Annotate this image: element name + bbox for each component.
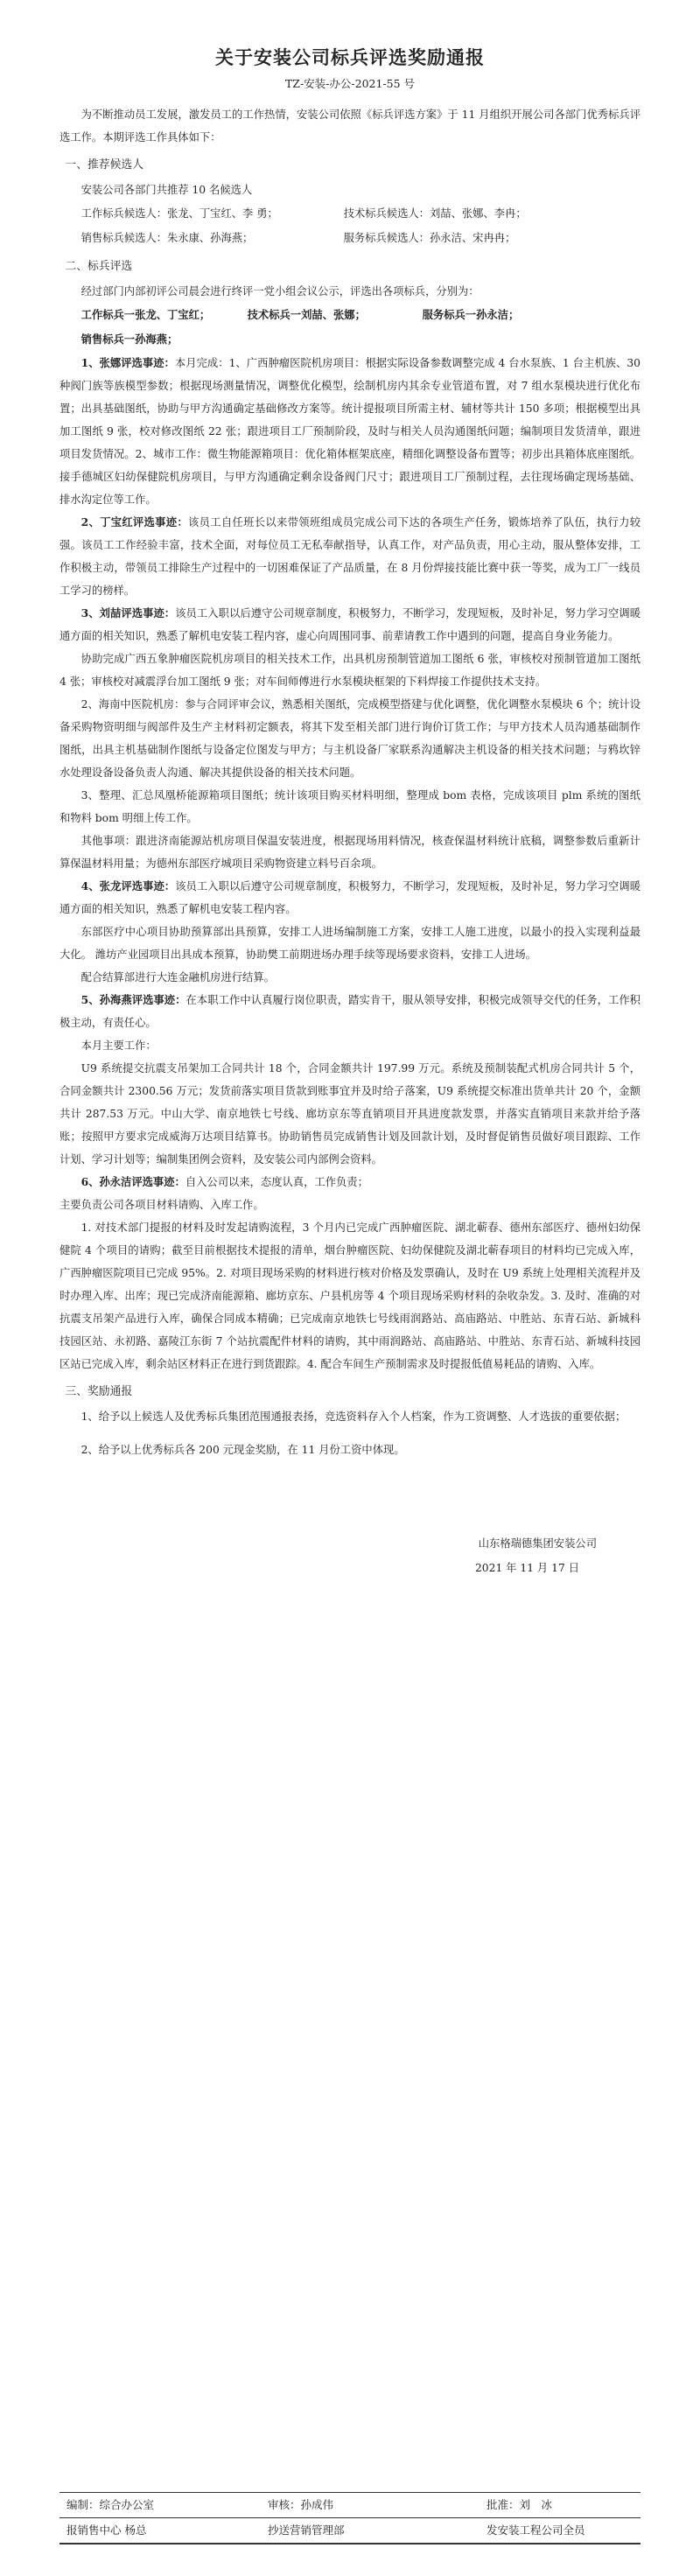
deed-4-item-a: 东部医疗中心项目协助预算部出具预算，安排工人进场编制施工方案，安排工人施工进度，以最小的投入实现利益最大化。 潍坊产业园项目出具成本预算，协助樊工前期进场办理手续等现场要求资料，安排工人进场。 bbox=[60, 926, 640, 961]
winners-row-2 bbox=[60, 327, 640, 352]
footer-row-distribution bbox=[60, 2518, 640, 2543]
footer-row-approval bbox=[60, 2493, 640, 2517]
deed-1-text: 本月完成：1、广西肿瘤医院机房项目：根据实际设备参数调整完成 4 台水泵族、1 台主机族、30 种阀门族等族模型参数；根据现场测量情况，调整优化模型，绘制机房内其余专业管道布置，对 7 组水泵模块进行优化布置；出具基础图纸，协助与甲方沟通确定基础修改方案等。统计提报项目所需主材、辅材等共计 150 多项；根据模型出具加工图纸 9 张，校对修改图纸 22 张；跟进项目工厂预制阶段，及时与相关人员沟通图纸问题；编制项目发货清单，跟进项目发货情况。2、城市工作：微生物能源箱项目：优化箱体框架底座，精细化调整设备布置等；初步出具箱体底座图纸。接手德城区妇幼保健院机房项目，与甲方沟通确定剩余设备阀门尺寸；跟进项目工厂预制过程，去往现场确定现场基础、排水沟定位等工作。 bbox=[60, 357, 640, 506]
deed-3-head: 3、刘喆评选事迹： bbox=[80, 606, 176, 620]
deed-4-item-b: 配合结算部进行大连金融机房进行结算。 bbox=[80, 971, 275, 984]
section-3-title: 三、奖励通报 bbox=[65, 1385, 133, 1398]
section-1-text: 安装公司各部门共推荐 10 名候选人 bbox=[80, 184, 253, 196]
deed-3-item-a: 协助完成广西五象肿瘤医院机房项目的相关技术工作，出具机房预制管道加工图纸 6 张，审核校对预制管道加工图纸 4 张；审核校对减震浮台加工图纸 9 张；对车间师傅进行水泵模块框架的下料焊接工作提供技术支持。 bbox=[60, 653, 640, 688]
deed-4-text: 该员工入职以后遵守公司规章制度，积极努力，不断学习，发现短板，及时补足，努力学习空调暖通方面的相关知识，熟悉了解机电安装工程内容。 bbox=[60, 880, 640, 915]
deed-3-item-b: 2、海南中医院机房：参与合同评审会议，熟悉相关图纸，完成模型搭建与优化调整，优化调整水泵模块 6 个；统计设备采购物资明细与阀部件及生产主材料初定额表，将其下发至相关部门进行询价订货工作；与甲方技术人员沟通基础制作图纸，出具主机基础制作图纸与设备定位图发与甲方；与主机设备厂家联系沟通解决主机设备的相关技术问题；与鸦坎锌水处理设备设备负责人沟通、解决其提供设备的相关技术问题。 bbox=[60, 698, 640, 779]
winner-tech: 技术标兵一刘喆、张娜； bbox=[247, 308, 366, 321]
winner-service: 服务标兵一孙永洁； bbox=[422, 308, 520, 321]
deed-6-main: 主要负责公司各项目材料请购、入库工作。 bbox=[60, 1199, 264, 1211]
deed-6-item-a: 1. 对技术部门提报的材料及时发起请购流程，3 个月内已完成广西肿瘤医院、湖北蕲春、德州东部医疗、德州妇幼保健院 4 个项目的请购；截至目前根据技术提报的清单，烟台肿瘤医院、妇幼保健院及湖北蕲春项目的材料均已完成入库，广西肿瘤医院项目已完成 95%。2. 对项目现场采购的材料进行核对价格及发票确认，及时在 U9 系统上处理相关流程并及时办理入库、出库；现已完成济南能源箱、廊坊京东、户县机房等 4 个项目现场采购材料的杂收杂发。3. 及时、准确的对抗震支吊架产品进行入库，确保合同成本精确；已完成南京地铁七号线雨润路站、高庙路站、中胜站、东青石站、新城科技园区站、永初路、嘉陵江东街 7 个站抗震配件材料的请购，其中雨润路站、高庙路站、中胜站、东青石站、新城科技园区站已完成入库，剩余站区材料正在进行到货跟踪。4. 配合车间生产预制需求及时提报低值易耗品的请购、入库。 bbox=[60, 1222, 640, 1370]
footer-divider-bottom bbox=[60, 2543, 640, 2544]
deed-2 bbox=[60, 511, 640, 602]
document-footer bbox=[60, 2492, 640, 2544]
deed-5-text: 在本职工作中认真履行岗位职责，踏实肯干，服从领导安排，积极完成领导交代的任务，工作积极主动，有责任心。 bbox=[60, 994, 640, 1029]
footer-send-to: 发安装工程公司全员 bbox=[486, 2524, 585, 2537]
deed-5-month-label: 本月主要工作： bbox=[80, 1040, 157, 1052]
reward-1: 1、给予以上候选人及优秀标兵集团范围通报表扬，竞选资料存入个人档案，作为工资调整、人才选拔的重要依据； bbox=[80, 1410, 626, 1423]
footer-report-to: 报销售中心 杨总 bbox=[66, 2524, 147, 2537]
document-number: TZ-安装-办公-2021-55 号 bbox=[284, 77, 416, 90]
deed-5-head: 5、孙海燕评选事迹： bbox=[80, 993, 186, 1006]
candidates-work: 工作标兵候选人：张龙、丁宝红、李 勇； bbox=[80, 207, 278, 220]
footer-compiled-by: 编制：综合办公室 bbox=[66, 2498, 155, 2511]
signature-org: 山东格瑞德集团安装公司 bbox=[478, 1537, 597, 1550]
reward-2: 2、给予以上优秀标兵各 200 元现金奖励，在 11 月份工资中体现。 bbox=[80, 1444, 405, 1456]
document-page bbox=[60, 35, 640, 1580]
section-2-title: 二、标兵评选 bbox=[65, 260, 133, 273]
deed-2-text: 该员工自任班长以来带领班组成员完成公司下达的各项生产任务，锻炼培养了队伍，执行力较强。该员工工作经验丰富，技术全面，对每位员工无私奉献指导，认真工作，对产品负责，用心主动，服从整体安排，工作积极主动，带领员工排除生产过程中的一切困难保证了产品质量，在 8 月份焊接技能比赛中获一等奖，成为工厂一线员工学习的榜样。 bbox=[60, 516, 640, 597]
deed-2-head: 2、丁宝红评选事迹： bbox=[80, 515, 189, 528]
deed-1 bbox=[60, 352, 640, 511]
footer-cc-to: 抄送营销管理部 bbox=[268, 2524, 345, 2537]
section-1-title: 一、推荐候选人 bbox=[65, 158, 144, 172]
intro-paragraph: 为不断推动员工发展，激发员工的工作热情，安装公司依照《标兵评选方案》于 11 月组织开展公司各部门优秀标兵评选工作。本期评选工作具体如下： bbox=[60, 108, 640, 144]
deed-4 bbox=[60, 875, 640, 920]
document-title: 关于安装公司标兵评选奖励通报 bbox=[215, 46, 485, 68]
deed-4-head: 4、张龙评选事迹： bbox=[80, 879, 176, 892]
deed-1-head: 1、张娜评选事迹： bbox=[80, 356, 175, 369]
winner-work: 工作标兵一张龙、丁宝红； bbox=[80, 308, 211, 321]
footer-approved-by: 批准：刘 冰 bbox=[486, 2498, 553, 2511]
footer-reviewed-by: 审核：孙成伟 bbox=[268, 2498, 334, 2511]
deed-3-text: 该员工入职以后遵守公司规章制度，积极努力，不断学习，发现短板，及时补足，努力学习空调暖通方面的相关知识，熟悉了解机电安装工程内容，虚心向周围同事、前辈请教工作中遇到的问题，提高自身业务能力。 bbox=[60, 607, 640, 642]
candidates-row-1 bbox=[60, 201, 640, 226]
deed-3-item-c: 3、整理、汇总凤凰桥能源箱项目图纸；统计该项目购买材料明细，整理成 bom 表格，完成该项目 plm 系统的图纸和物料 bom 明细上传工作。 bbox=[60, 789, 640, 824]
candidates-service: 服务标兵候选人：孙永洁、宋冉冉； bbox=[343, 232, 516, 244]
deed-6-text: 自入公司以来，态度认真，工作负责； bbox=[185, 1176, 368, 1188]
signature-date: 2021 年 11 月 17 日 bbox=[474, 1562, 579, 1574]
deed-3 bbox=[60, 602, 640, 648]
deed-5 bbox=[60, 989, 640, 1034]
winner-sales: 销售标兵一孙海燕； bbox=[80, 332, 178, 346]
section-2-text: 经过部门内部初评公司晨会进行终评一党小组会议公示，评选出各项标兵，分别为： bbox=[80, 285, 480, 298]
candidates-sales: 销售标兵候选人：朱永康、孙海燕； bbox=[80, 232, 254, 244]
deed-6-head: 6、孙永洁评选事迹： bbox=[80, 1175, 186, 1188]
winners-row-1 bbox=[60, 303, 640, 327]
deed-5-item-a: U9 系统提交抗震支吊架加工合同共计 18 个，合同金额共计 197.99 万元。系统及预制装配式机房合同共计 5 个，合同金额共计 2300.56 万元；发货前落实项目货款到账事宜并及时给子落案，U9 系统提交标准出货单共计 20 个，金额共计 287.53 万元。中山大学、南京地铁七号线、廊坊京东等直销项目开具进度款发票，并落实直销项目来款并给予落账；按照甲方要求完成威海万达项目结算书。协助销售员完成销售计划及回款计划，及时督促销售员做好项目跟踪、工作计划、学习计划等；编制集团例会资料，及安装公司内部例会资料。 bbox=[60, 1062, 640, 1166]
deed-3-item-d: 其他事项：跟进济南能源站机房项目保温安装进度，根据现场用料情况，核查保温材料统计底稿，调整参数后重新计算保温材料用量；为德州东部医疗城项目采购物资建立料号百余项。 bbox=[60, 835, 640, 870]
candidates-row-2 bbox=[60, 226, 640, 250]
deed-6 bbox=[60, 1171, 640, 1194]
candidates-tech: 技术标兵候选人：刘喆、张娜、李冉； bbox=[343, 207, 527, 220]
